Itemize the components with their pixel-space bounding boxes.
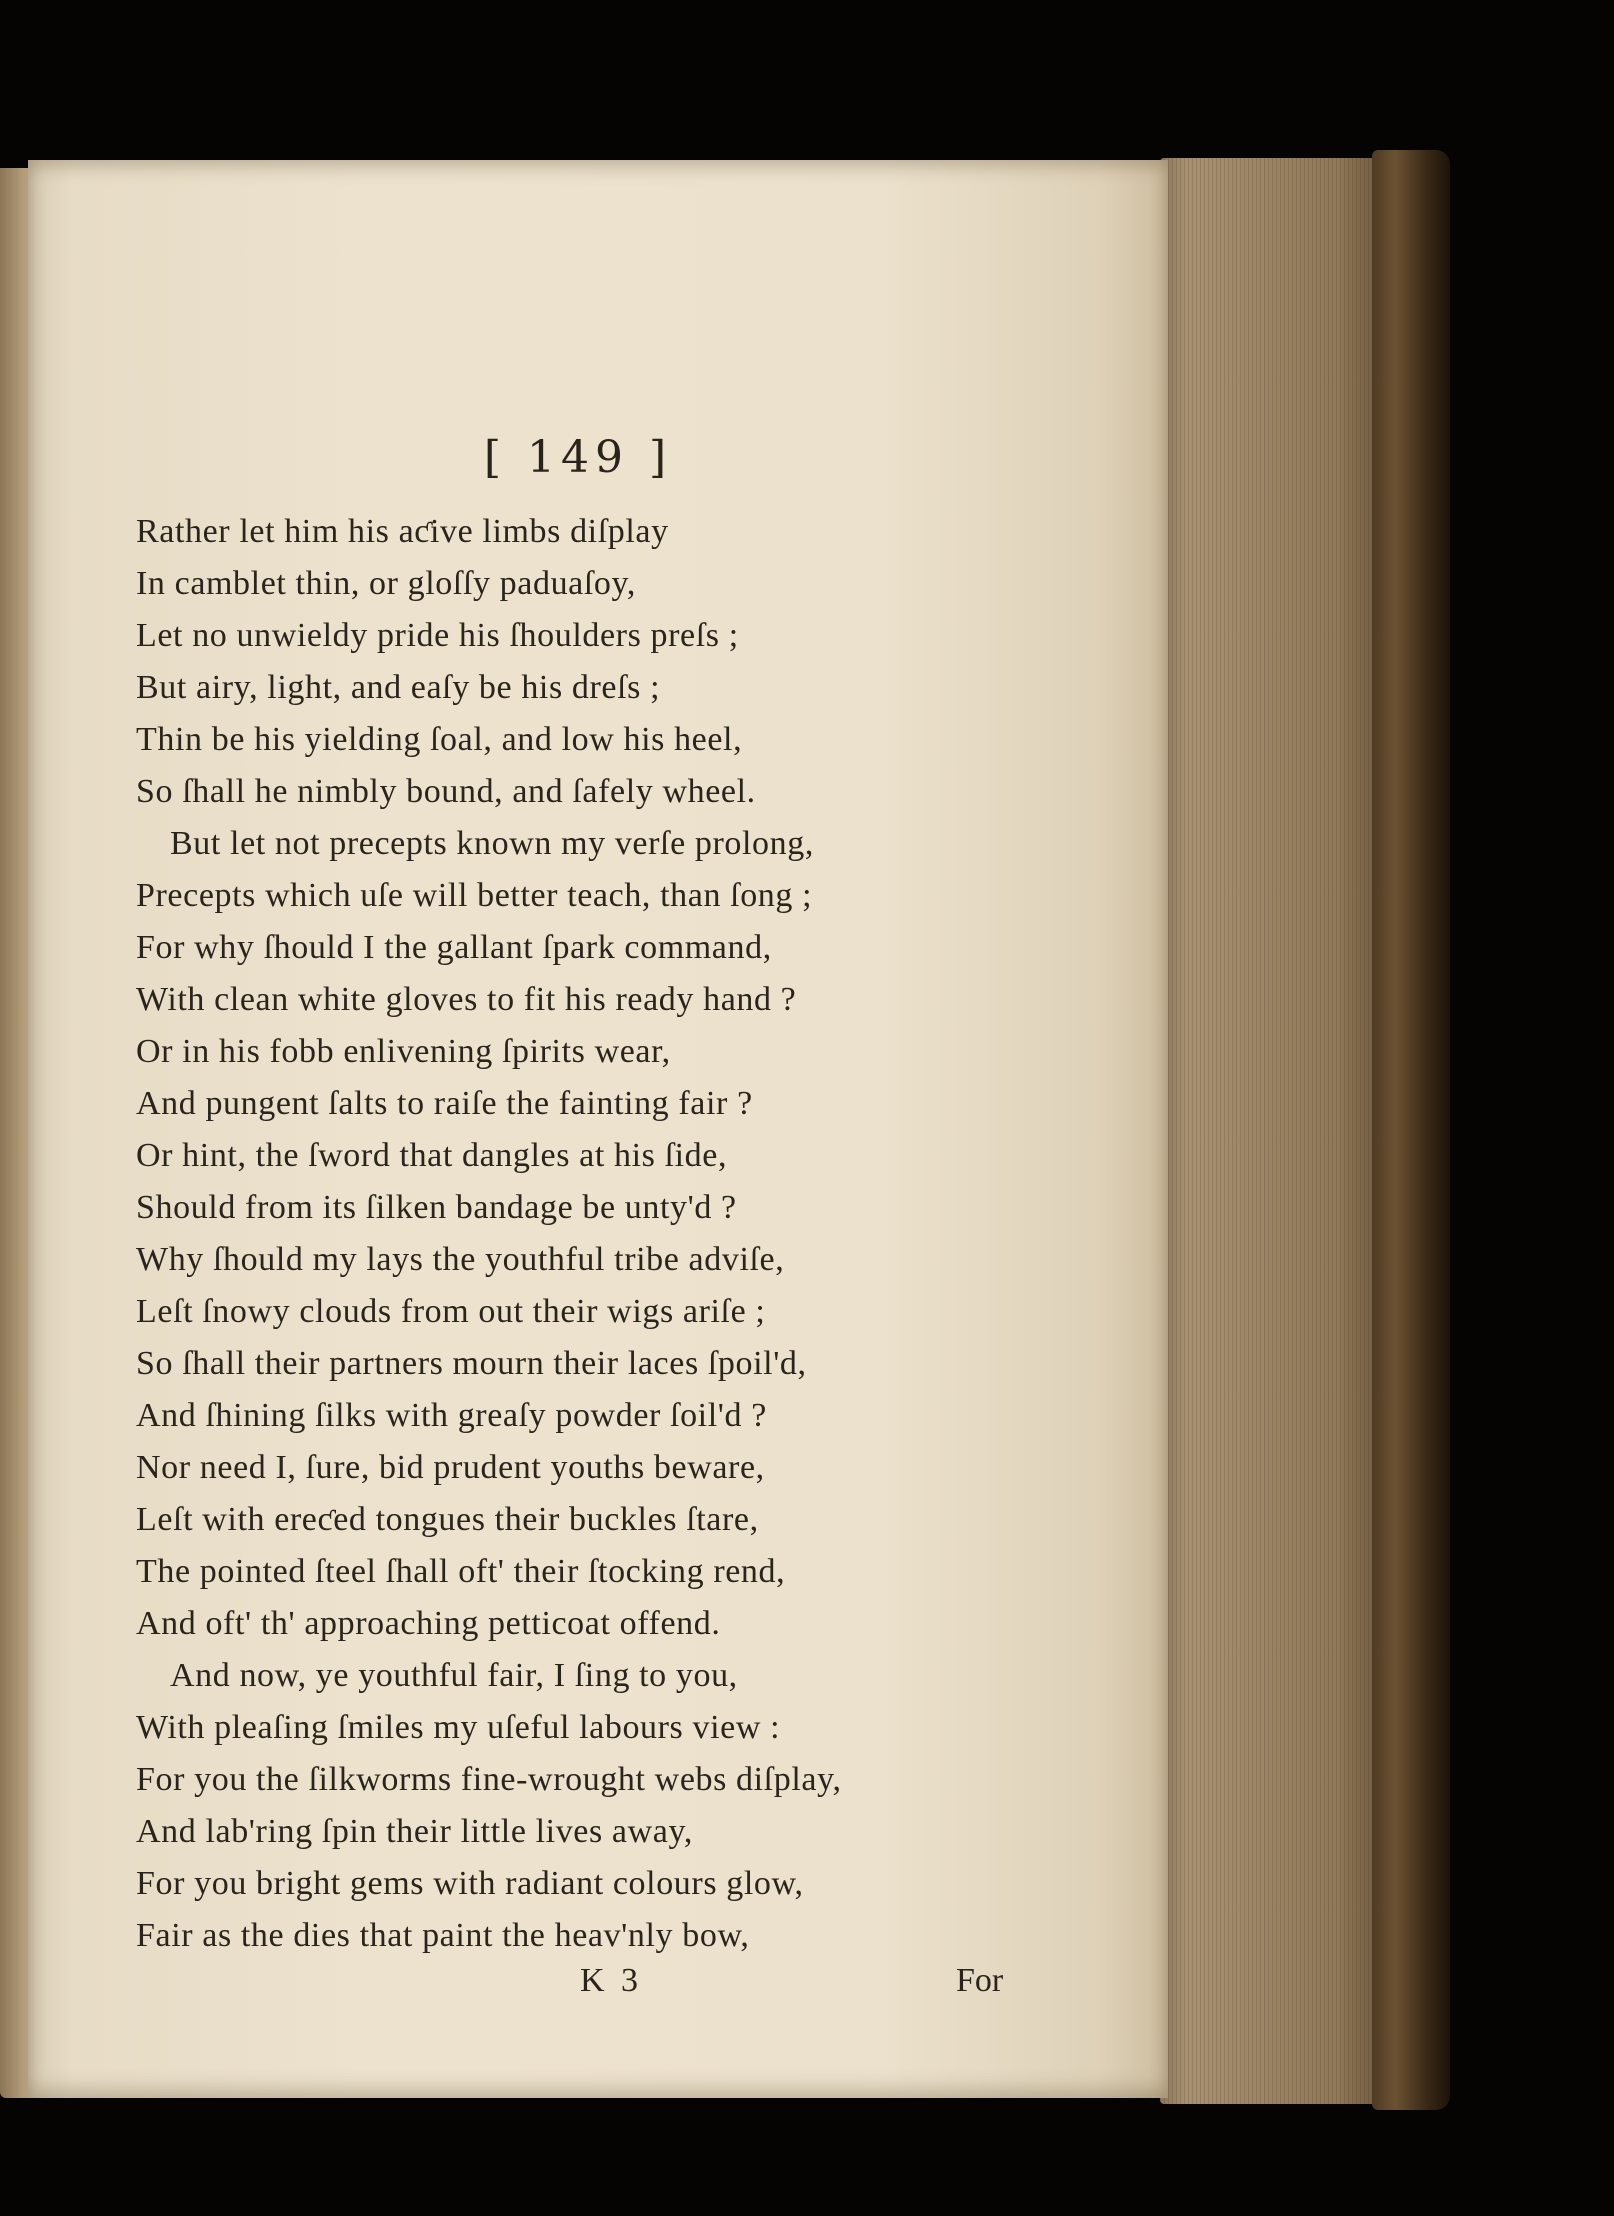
poem-line: And lab'ring ſpin their little lives away,	[136, 1813, 693, 1850]
poem-line: For why ſhould I the gallant ſpark command,	[136, 929, 772, 966]
poem-line: But airy, light, and eaſy be his dreſs ;	[136, 669, 661, 706]
book-cover-edge	[1372, 150, 1450, 2110]
poem-line: Thin be his yielding ſoal, and low his heel,	[136, 721, 743, 758]
book-fore-edge	[1160, 158, 1382, 2104]
poem-line: So ſhall their partners mourn their laces ſpoil'd,	[136, 1345, 807, 1382]
poem-text	[136, 506, 842, 1962]
catchword: For	[956, 1962, 1004, 1999]
poem-line: And ſhining ſilks with greaſy powder ſoil'd ?	[136, 1397, 767, 1434]
poem-line: In camblet thin, or gloſſy paduaſoy,	[136, 565, 637, 602]
poem-line: And now, ye youthful fair, I ſing to you,	[170, 1657, 738, 1694]
poem-line: For you the ſilkworms fine-wrought webs diſplay,	[136, 1761, 842, 1798]
poem-line: Why ſhould my lays the youthful tribe adviſe,	[136, 1241, 785, 1278]
poem-line: Rather let him his aƈive limbs diſplay	[136, 513, 669, 550]
poem-line: Or hint, the ſword that dangles at his ſide,	[136, 1137, 728, 1174]
poem-line: Precepts which uſe will better teach, than ſong ;	[136, 877, 813, 914]
poem-line: Should from its ſilken bandage be unty'd ?	[136, 1189, 737, 1226]
poem-line: So ſhall he nimbly bound, and ſafely wheel.	[136, 773, 756, 810]
poem-line: Nor need I, ſure, bid prudent youths beware,	[136, 1449, 765, 1486]
poem-line: With clean white gloves to fit his ready hand ?	[136, 981, 797, 1018]
poem-line: The pointed ſteel ſhall oft' their ſtocking rend,	[136, 1553, 786, 1590]
poem-line: Let no unwieldy pride his ſhoulders preſs ;	[136, 617, 739, 654]
page-number: [ 149 ]	[483, 432, 673, 483]
poem-line: For you bright gems with radiant colours glow,	[136, 1865, 804, 1902]
poem-line: Fair as the dies that paint the heav'nly bow,	[136, 1917, 750, 1954]
poem-line: But let not precepts known my verſe prolong,	[170, 825, 814, 862]
poem-line: Leſt ſnowy clouds from out their wigs ariſe ;	[136, 1293, 766, 1330]
book-page	[28, 160, 1168, 2098]
poem-line: Leſt with ereƈed tongues their buckles ſtare,	[136, 1501, 759, 1538]
poem-line: And pungent ſalts to raiſe the fainting fair ?	[136, 1085, 753, 1122]
poem-line: Or in his fobb enlivening ſpirits wear,	[136, 1033, 671, 1070]
poem-line: With pleaſing ſmiles my uſeful labours view :	[136, 1709, 781, 1746]
signature-mark: K 3	[580, 1962, 643, 1999]
poem-line: And oft' th' approaching petticoat offend.	[136, 1605, 721, 1642]
